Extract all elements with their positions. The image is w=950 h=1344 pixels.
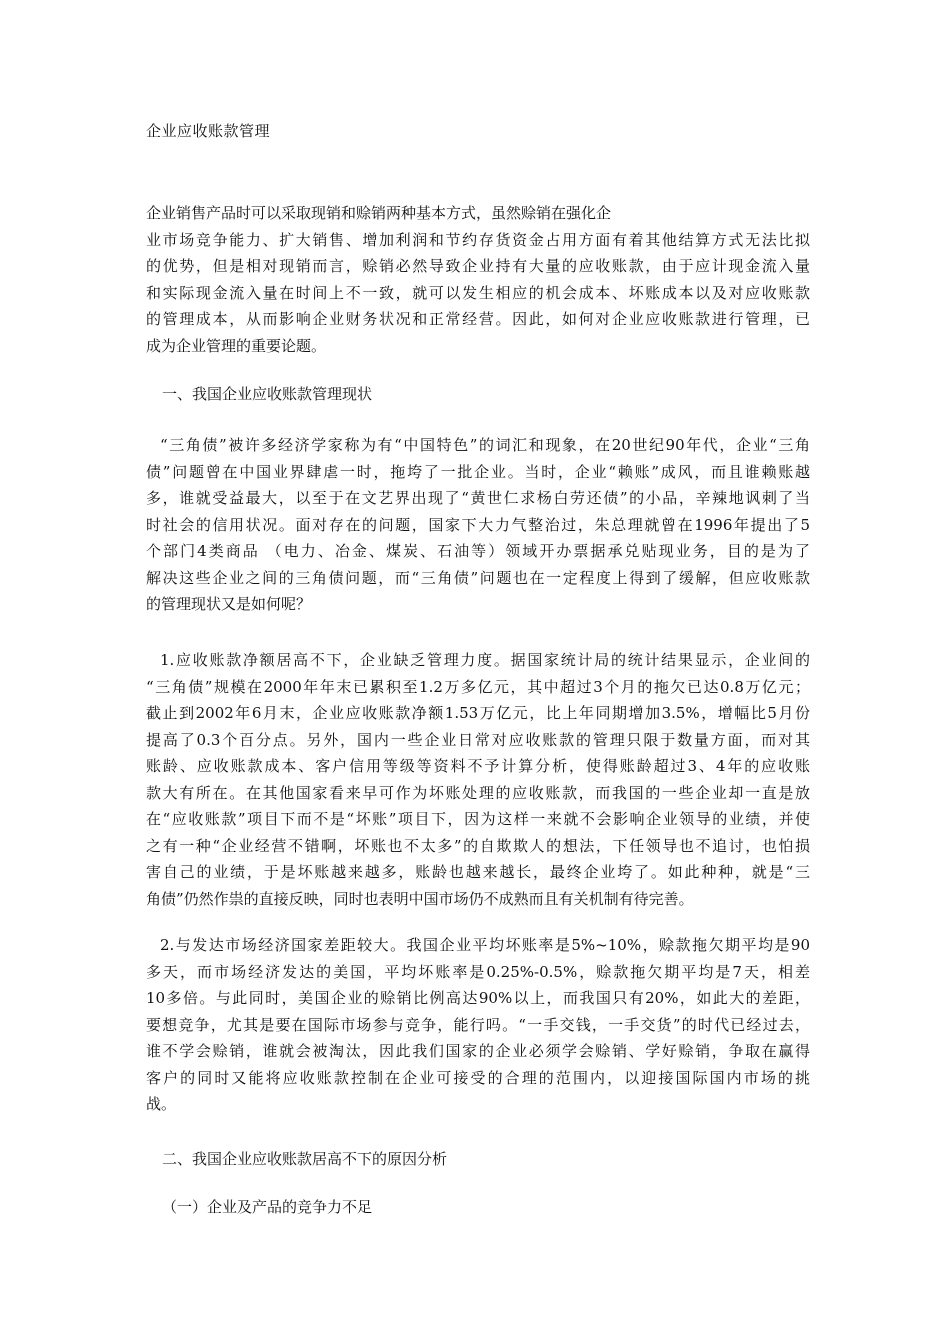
text-line: 企业销售产品时可以采取现销和赊销两种基本方式，虽然赊销在强化企 bbox=[146, 204, 612, 222]
text-line: 截止到2002年6月末，企业应收账款净额1.53万亿元，比上年同期增加3.5%，增幅比5月份 bbox=[146, 704, 810, 722]
text-line: 解决这些企业之间的三角债问题，而“三角债”问题也在一定程度上得到了缓解，但应收账款 bbox=[146, 568, 810, 587]
text-line: 业市场竞争能力、扩大销售、增加利润和节约存货资金占用方面有着其他结算方式无法比拟 bbox=[146, 230, 810, 249]
text-line: 谁不学会赊销，谁就会被淘汰，因此我们国家的企业必须学会赊销、学好赊销，争取在赢得 bbox=[146, 1042, 810, 1060]
text-line: 之有一种“企业经营不错啊，坏账也不太多”的自欺欺人的想法，下任领导也不追讨，也怕损 bbox=[146, 836, 810, 855]
text-line: 害自己的业绩，于是坏账越来越多，账龄也越来越长，最终企业垮了。如此种种，就是“三 bbox=[146, 863, 810, 881]
subsection-heading-1: （一）企业及产品的竞争力不足 bbox=[162, 1198, 373, 1216]
text-line: 款大有所在。在其他国家看来早可作为坏账处理的应收账款，而我国的一些企业却一直是放 bbox=[146, 783, 810, 802]
text-line: 1.应收账款净额居高不下，企业缺乏管理力度。据国家统计局的统计结果显示，企业间的 bbox=[160, 651, 810, 669]
text-line: 的管理成本，从而影响企业财务状况和正常经营。因此，如何对企业应收账款进行管理，已 bbox=[146, 310, 810, 328]
text-line: 和实际现金流入量在时间上不一致，就可以发生相应的机会成本、坏账成本以及对应收账款 bbox=[146, 283, 810, 302]
paragraph-sanjiaozhai bbox=[146, 432, 810, 618]
text-line: 账龄、应收账款成本、客户信用等级等资料不予计算分析，使得账龄超过3、4年的应收账 bbox=[146, 757, 810, 775]
text-line: 债”问题曾在中国业界肆虐一时，拖垮了一批企业。当时，企业“赖账”成风，而且谁赖账越 bbox=[146, 462, 810, 481]
text-line: 时社会的信用状况。面对存在的问题，国家下大力气整治过，朱总理就曾在1996年提出了5 bbox=[146, 515, 810, 534]
text-line: 角债”仍然作祟的直接反映，同时也表明中国市场仍不成熟而且有关机制有待完善。 bbox=[146, 889, 694, 908]
text-line: “三角债”被许多经济学家称为有“中国特色”的词汇和现象，在20世纪90年代，企业“三角 bbox=[160, 436, 810, 454]
text-line: 战。 bbox=[146, 1095, 177, 1113]
section-heading-2: 二、我国企业应收账款居高不下的原因分析 bbox=[162, 1150, 448, 1168]
text-line: 的管理现状又是如何呢？ bbox=[146, 595, 312, 613]
document-title: 企业应收账款管理 bbox=[146, 122, 271, 140]
text-line: 在“应收账款”项目下而不是“坏账”项目下，因为这样一来就不会影响企业领导的业绩，并使 bbox=[146, 810, 810, 828]
text-line: 客户的同时又能将应收账款控制在企业可接受的合理的范围内，以迎接国际国内市场的挑 bbox=[146, 1068, 810, 1087]
text-line: 要想竞争，尤其是要在国际市场参与竞争，能行吗。“一手交钱，一手交货”的时代已经过去， bbox=[146, 1015, 810, 1034]
text-line: 多天，而市场经济发达的美国，平均坏账率是0.25%-0.5%，赊款拖欠期平均是7天，相差 bbox=[146, 962, 810, 981]
text-line: 提高了0.3个百分点。另外，国内一些企业日常对应收账款的管理只限于数量方面，而对其 bbox=[146, 730, 810, 749]
text-line: 多，谁就受益最大，以至于在文艺界出现了“黄世仁求杨白劳还债”的小品，辛辣地讽刺了当 bbox=[146, 489, 810, 507]
text-line: 个部门4类商品 （电力、冶金、煤炭、石油等）领域开办票据承兑贴现业务，目的是为了 bbox=[146, 542, 810, 560]
paragraph-point-1 bbox=[146, 647, 810, 912]
intro-paragraph bbox=[146, 200, 810, 359]
text-line: 成为企业管理的重要论题。 bbox=[146, 336, 327, 355]
text-line: “三角债”规模在2000年年末已累积至1.2万多亿元，其中超过3个月的拖欠已达0.8万亿元； bbox=[146, 677, 810, 696]
section-heading-1: 一、我国企业应收账款管理现状 bbox=[162, 385, 373, 403]
text-line: 2.与发达市场经济国家差距较大。我国企业平均坏账率是5%~10%，赊款拖欠期平均是90 bbox=[160, 936, 810, 954]
text-line: 的优势，但是相对现销而言，赊销必然导致企业持有大量的应收账款，由于应计现金流入量 bbox=[146, 257, 810, 275]
text-line: 10多倍。与此同时，美国企业的赊销比例高达90%以上，而我国只有20%，如此大的差距， bbox=[146, 989, 810, 1007]
paragraph-point-2 bbox=[146, 932, 810, 1118]
